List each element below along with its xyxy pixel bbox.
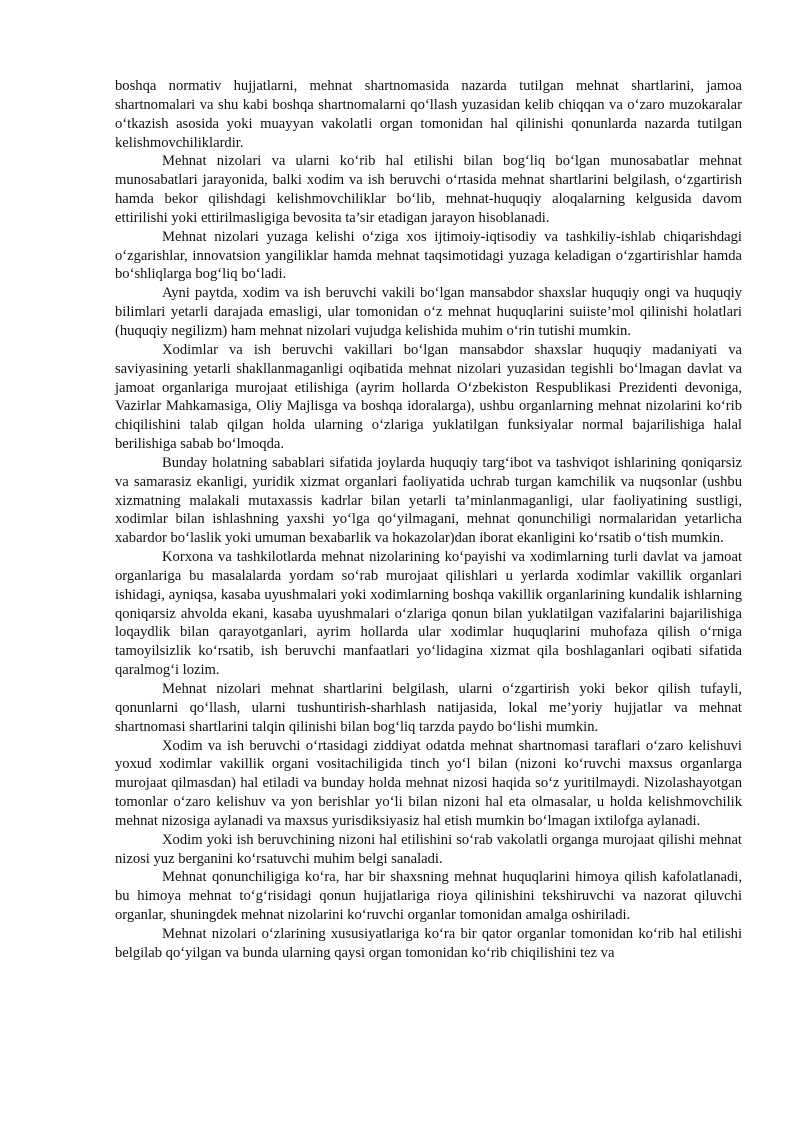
paragraph-1: boshqa normativ hujjatlarni, mehnat shartnomasida nazarda tutilgan mehnat shartlarini, jamoa shartnomalari va shu kabi boshqa shartnomalarni qo‘llash yuzasidan kelib chiqqan va o‘zaro muzokaralar o‘tkazish asosida yoki muayyan vakolatli organ tomonidan hal qilinishi qonunlarda nazarda tutilgan kelishmovchiliklardir.	[115, 78, 742, 151]
paragraph-2: Mehnat nizolari va ularni ko‘rib hal etilishi bilan bog‘liq bo‘lgan munosabatlar mehnat munosabatlari jarayonida, balki xodim va ish beruvchi o‘rtasida mehnat shartlarini belgilash, o‘zgartirish hamda bekor qilishdagi kelishmovchiliklar bo‘lib, mehnat-huquqiy aloqalarning kelgusida davom ettirilishi yoki ettirilmasligiga bevosita ta’sir etadigan jarayon hisoblanadi.	[115, 153, 742, 226]
paragraph-6: Bunday holatning sabablari sifatida joylarda huquqiy targ‘ibot va tashviqot ishlarining qoniqarsiz va samarasiz ekanligi, yuridik xizmat organlari faoliyatida uchrab turgan kamchilik va nuqsonlar (ushbu xizmatning malakali mutaxassis kadrlar bilan yetarli ta’minlanmaganligi, ular faoliyatining sustligi, xodimlar bilan ishlashning yaxshi yo‘lga qo‘yilmagani, mehnat qonunchiligi normalaridan yetarlicha xabardor bo‘laslik yoki umuman bexabarlik va hokazolar)dan iborat ekanligini ko‘rsatib o‘tish mumkin.	[115, 454, 742, 547]
paragraph-10: Xodim yoki ish beruvchining nizoni hal etilishini so‘rab vakolatli organga murojaat qilishi mehnat nizosi yuz berganini ko‘rsatuvchi muhim belgi sanaladi.	[115, 831, 742, 867]
paragraph-3: Mehnat nizolari yuzaga kelishi o‘ziga xos ijtimoiy-iqtisodiy va tashkiliy-ishlab chiqarishdagi o‘zgarishlar, innovatsion yangiliklar hamda mehnat taqsimotidagi yuzaga keladigan o‘zgartirishlar hamda bo‘shliqlarga bog‘liq bo‘ladi.	[115, 228, 742, 283]
document-page	[115, 77, 742, 963]
paragraph-4: Ayni paytda, xodim va ish beruvchi vakili bo‘lgan mansabdor shaxslar huquqiy ongi va huquqiy bilimlari yetarli darajada emasligi, ular tomonidan o‘z mehnat huquqlarini suiiste’mol qilinishi holatlari (huquqiy negilizm) ham mehnat nizolari vujudga kelishida muhim o‘rin tutishi mumkin.	[115, 285, 742, 339]
paragraph-11: Mehnat qonunchiligiga ko‘ra, har bir shaxsning mehnat huquqlarini himoya qilish kafolatlanadi, bu himoya mehnat to‘g‘risidagi qonun hujjatlariga rioya qilinishini tekshiruvchi va nazorat qiluvchi organlar, shuningdek mehnat nizolarini ko‘ruvchi organlar tomonidan amalga oshiriladi.	[115, 869, 742, 924]
paragraph-12: Mehnat nizolari o‘zlarining xususiyatlariga ko‘ra bir qator organlar tomonidan ko‘rib hal etilishi belgilab qo‘yilgan va bunda ularning qaysi organ tomonidan ko‘rib chiqilishini tez va	[115, 925, 742, 961]
paragraph-7: Korxona va tashkilotlarda mehnat nizolarining ko‘payishi va xodimlarning turli davlat va jamoat organlariga bu masalalarda yordam so‘rab murojaat qilishlari u yerlarda xodimlar vakillik organlari ishidagi, ayniqsa, kasaba uyushmalari yoki xodimlarning boshqa vakillik organlarining kundalik ishlarning qoniqarsiz ahvolda ekani, kasaba uyushmalari o‘zlariga qonun bilan yuklatilgan vazifalarini bajarilishiga loqaydlik bilan qarayotganlari, ayrim hollarda ular xodimlar huquqlarini muhofaza qilish o‘rniga tamoyilsizlik ko‘rsatib, ish beruvchi manfaatlari yo‘lidagina xizmat qila boshlaganlari oqibati sifatida qaralmog‘i lozim.	[115, 549, 742, 679]
paragraph-5: Xodimlar va ish beruvchi vakillari bo‘lgan mansabdor shaxslar huquqiy madaniyati va saviyasining yetarli shakllanmaganligi oqibatida mehnat nizolari yuzasidan tegishli bo‘lmagan davlat va jamoat organlariga murojaat etilishiga (ayrim hollarda O‘zbekiston Respublikasi Prezidenti devoniga, Vazirlar Mahkamasiga, Oliy Majlisga va boshqa idoralarga), ushbu organlarning mehnat nizolarini ko‘rib chiqilishini talab qilgan holda ularning o‘zlariga yuklatilgan funksiyalar normal bajarilishiga halal berilishiga sabab bo‘lmoqda.	[115, 341, 742, 453]
paragraph-8: Mehnat nizolari mehnat shartlarini belgilash, ularni o‘zgartirish yoki bekor qilish tufayli, qonunlarni qo‘llash, ularni tushuntirish-sharhlash natijasida, lokal me’yoriy hujjatlar va mehnat shartnomasi shartlarini talqin qilinishi bilan bog‘liq tarzda paydo bo‘lishi mumkin.	[115, 681, 742, 735]
paragraph-9: Xodim va ish beruvchi o‘rtasidagi ziddiyat odatda mehnat shartnomasi taraflari o‘zaro kelishuvi yoxud xodimlar vakillik organi vositachiligida tinch yo‘l bilan (nizoni ko‘ruvchi maxsus organlarga murojaat qilmasdan) hal etiladi va bunday holda mehnat nizosi haqida so‘z yuritilmaydi. Nizolashayotgan tomonlar o‘zaro kelishuv va yon berishlar yo‘li bilan nizoni hal eta olmasalar, u holda kelishmovchilik mehnat nizosiga aylanadi va maxsus yurisdiksiyasiz hal etish mumkin bo‘lmagan ixtilofga aylanadi.	[115, 737, 742, 829]
